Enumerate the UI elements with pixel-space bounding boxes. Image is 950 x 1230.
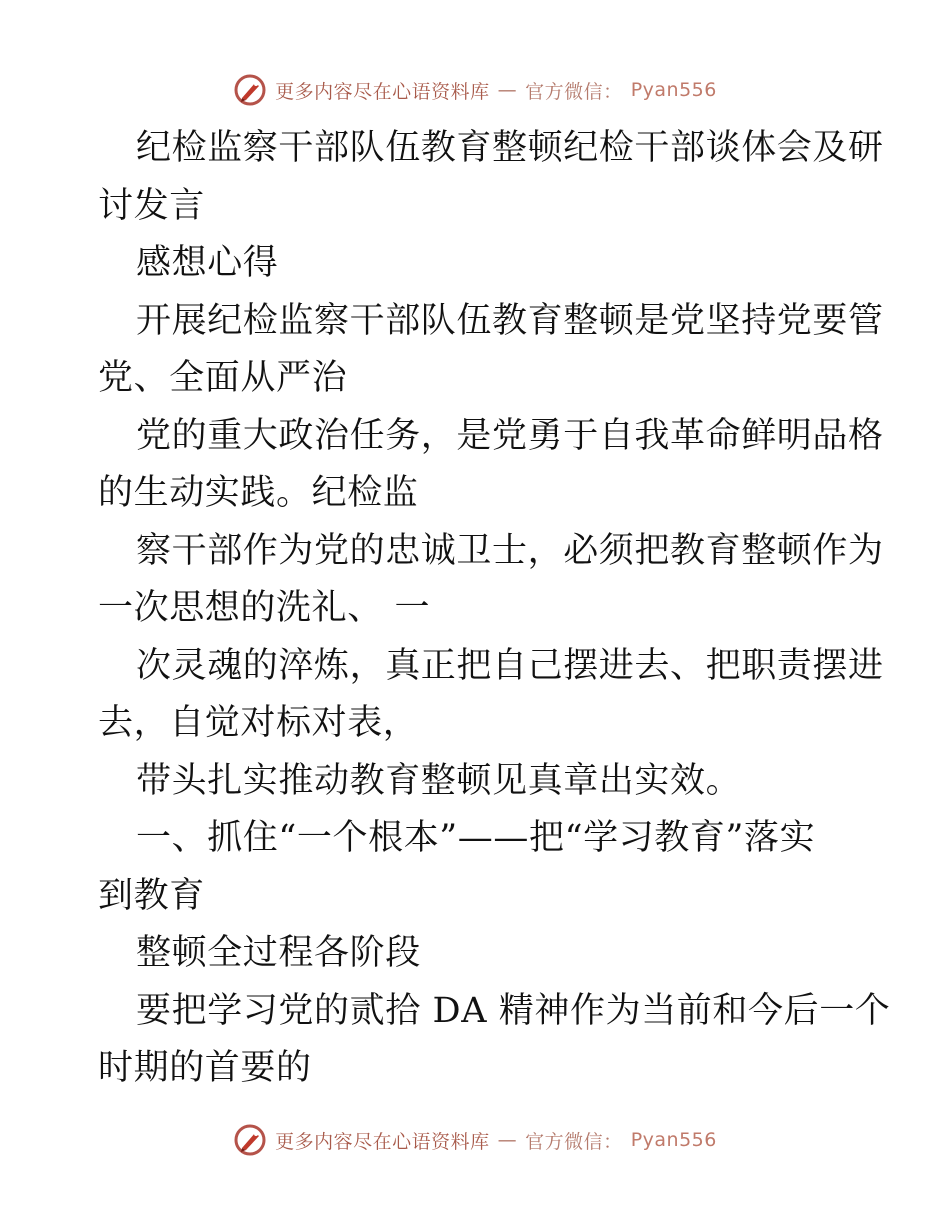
text-line: 带头扎实推动教育整顿见真章出实效。 — [136, 760, 742, 801]
text-line: 的生动实践。纪检监 — [98, 473, 419, 513]
text-line: 感想心得 — [136, 243, 279, 283]
text-line: 时期的首要的 — [98, 1048, 312, 1088]
text-line: 察干部作为党的忠诚卫士，必须把教育整顿作为 — [136, 530, 884, 571]
text-line: 纪检监察干部队伍教育整顿纪检干部谈体会及研 — [136, 128, 884, 168]
document-body — [98, 120, 891, 1098]
pen-logo-icon — [233, 73, 267, 107]
text-line: 整顿全过程各阶段 — [136, 933, 421, 973]
text-line: 开展纪检监察干部队伍教育整顿是党坚持党要管 — [136, 300, 884, 341]
watermark-sub-text: 官方微信： — [525, 1130, 623, 1153]
text-line: 一、抓住“一个根本”——把“学习教育”落实 — [136, 818, 816, 858]
watermark-code: Pyan556 — [630, 79, 717, 101]
text-line: 讨发言 — [98, 185, 205, 226]
watermark-dash: — — [497, 1129, 518, 1151]
watermark-sub-text: 官方微信： — [525, 80, 623, 103]
text-line: 去，自觉对标对表， — [98, 703, 419, 743]
text-line: 到教育 — [98, 875, 205, 916]
pen-logo-icon — [233, 1123, 267, 1157]
text-line: 党的重大政治任务，是党勇于自我革命鲜明品格 — [136, 415, 884, 456]
watermark-code: Pyan556 — [630, 1129, 717, 1151]
text-line: 党、全面从严治 — [98, 358, 348, 398]
text-line: 要把学习党的贰拾 DA 精神作为当前和今后一个 — [136, 990, 891, 1031]
watermark-main-text: 更多内容尽在心语资料库 — [275, 1130, 490, 1153]
header-watermark — [0, 70, 950, 110]
watermark-dash: — — [497, 79, 518, 101]
text-line: 一次思想的洗礼、 一 — [98, 588, 431, 628]
footer-watermark — [0, 1120, 950, 1160]
text-line: 次灵魂的淬炼，真正把自己摆进去、把职责摆进 — [136, 645, 884, 686]
watermark-main-text: 更多内容尽在心语资料库 — [275, 80, 490, 103]
